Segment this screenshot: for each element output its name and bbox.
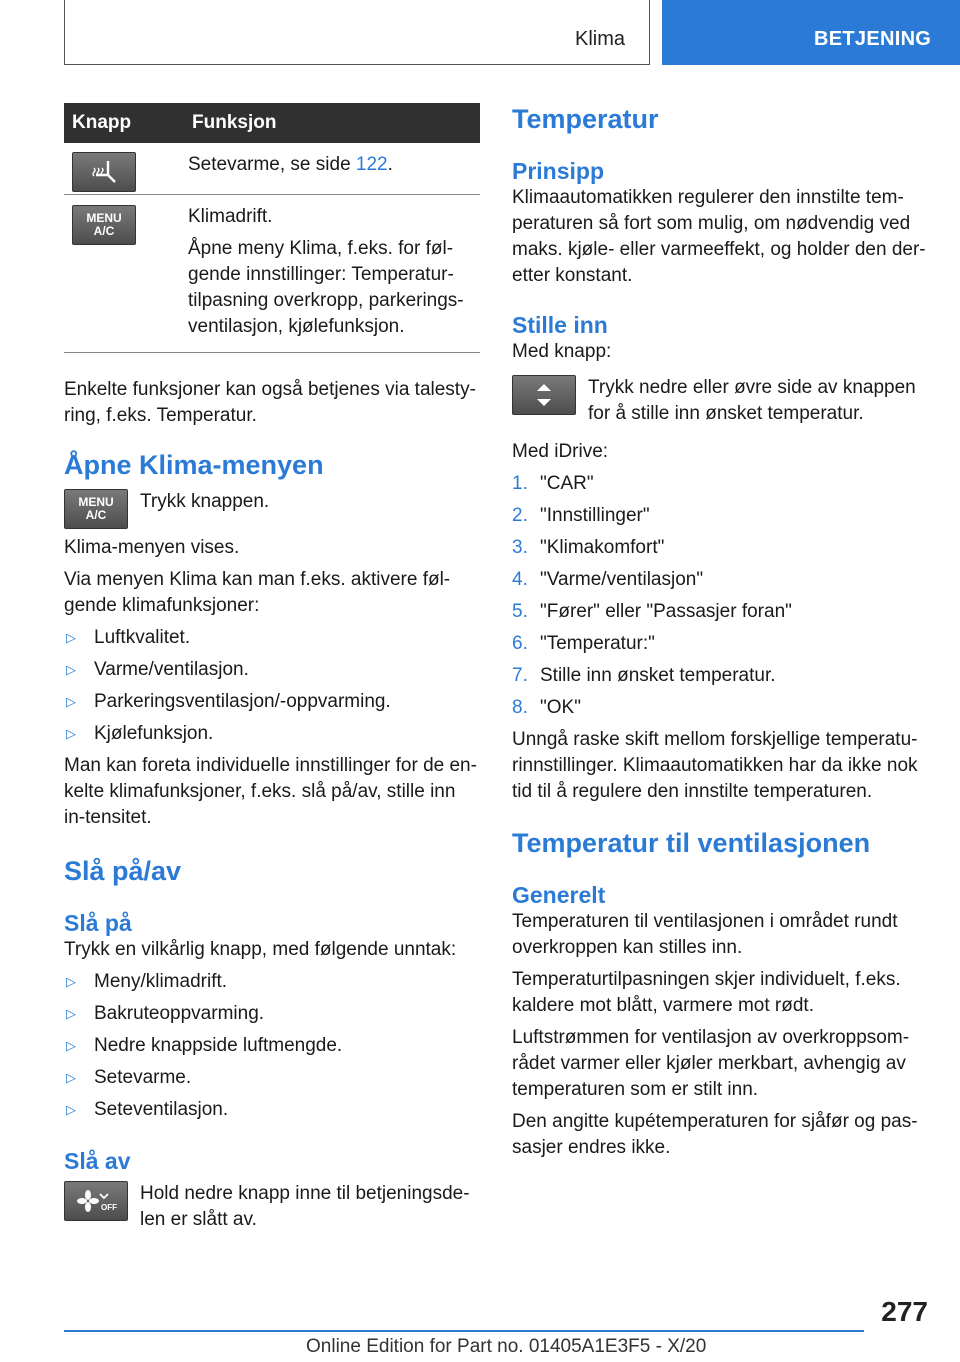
- set-heading: Stille inn: [512, 312, 608, 338]
- voice-control-intro: Enkelte funksjoner kan også betjenes via talesty-ring, f.eks. Temperatur.: [64, 379, 476, 426]
- triangle-bullet-icon: ▷: [66, 1102, 76, 1117]
- temperature-button-icon: [512, 375, 576, 415]
- press-button-text: Trykk knappen.: [140, 491, 270, 512]
- general-heading: Generelt: [512, 882, 606, 908]
- table-row: [64, 195, 480, 353]
- table-row: [64, 143, 480, 195]
- menu-ac-button-icon: [64, 489, 128, 529]
- climate-mode-text: Klimadrift.: [188, 206, 273, 227]
- table-header-button: Knapp: [64, 103, 184, 143]
- idrive-steps-list: [512, 471, 928, 721]
- list-item: ▷ Parkeringsventilasjon/-oppvarming.: [64, 689, 480, 715]
- with-button-text: Med knapp:: [512, 341, 612, 362]
- list-item: 2. "Innstillinger": [512, 505, 650, 526]
- principle-text: Klimaautomatikken regulerer den innstilte tem-peraturen så fort som mulig, om nødvendig ved maks. kjøle- eller varmeeffekt, og holder den der-etter konstant.: [512, 187, 926, 286]
- general-text-4: Den angitte kupétemperaturen for sjåfør og pas-sasjer endres ikke.: [512, 1111, 918, 1158]
- triangle-bullet-icon: ▷: [66, 630, 76, 645]
- list-item: ▷ Kjølefunksjon.: [64, 721, 480, 747]
- general-text-1: Temperaturen til ventilasjonen i området rundt overkroppen kan stilles inn.: [512, 911, 898, 958]
- list-item: 3. "Klimakomfort": [512, 537, 665, 558]
- header-chapter-title: BETJENING: [814, 28, 932, 50]
- header-section-title: Klima: [574, 28, 625, 50]
- switch-on-text: Trykk en vilkårlig knapp, med følgende unntak:: [64, 939, 457, 960]
- open-climate-menu-heading: Åpne Klima-menyen: [64, 450, 324, 480]
- list-item: ▷ Luftkvalitet.: [64, 625, 480, 651]
- temperature-button-text: Trykk nedre eller øvre side av knappen for å stille inn ønsket temperatur.: [588, 377, 916, 424]
- seat-heating-text: Setevarme, se side: [188, 154, 356, 175]
- via-menu-text: Via menyen Klima kan man f.eks. aktivere føl-gende klimafunksjoner:: [64, 569, 451, 616]
- footer-divider: [64, 1330, 864, 1332]
- list-item: ▷ Setevarme.: [64, 1065, 480, 1091]
- exception-list: [64, 969, 480, 1123]
- seat-heating-button-icon: [72, 152, 136, 192]
- menu-shown-text: Klima-menyen vises.: [64, 537, 240, 558]
- left-column: [64, 103, 480, 1233]
- principle-heading: Prinsipp: [512, 158, 605, 184]
- list-item: ▷ Meny/klimadrift.: [64, 969, 480, 995]
- list-item: 1. "CAR": [512, 473, 594, 494]
- avoid-rapid-changes-text: Unngå raske skift mellom forskjellige temperatu-rinnstillinger. Klimaautomatikken har da ikke nok tid til å regulere den innstilte temperaturen.: [512, 729, 918, 802]
- switch-on-heading: Slå på: [64, 910, 132, 936]
- menu-ac-line2: A/C: [85, 508, 107, 522]
- list-item: 8. "OK": [512, 697, 581, 718]
- menu-ac-button-icon: [72, 205, 136, 245]
- climate-function-list: [64, 625, 480, 747]
- triangle-bullet-icon: ▷: [66, 1070, 76, 1085]
- triangle-bullet-icon: ▷: [66, 974, 76, 989]
- header-section-box: [64, 0, 650, 65]
- triangle-bullet-icon: ▷: [66, 694, 76, 709]
- triangle-bullet-icon: ▷: [66, 662, 76, 677]
- fan-off-label: OFF: [101, 1203, 117, 1212]
- menu-ac-line2: A/C: [93, 224, 115, 238]
- fan-off-button-icon: [64, 1181, 128, 1221]
- general-text-2: Temperaturtilpasningen skjer individuelt, f.eks. kaldere mot blått, varmere mot rødt.: [512, 969, 901, 1016]
- triangle-bullet-icon: ▷: [66, 726, 76, 741]
- table-header-function: Funksjon: [184, 103, 480, 143]
- list-item: 5. "Fører" eller "Passasjer foran": [512, 601, 792, 622]
- general-text-3: Luftstrømmen for ventilasjon av overkroppsom-rådet varmer eller kjøler merkbart, avhengig av temperaturen som er stilt inn.: [512, 1027, 910, 1100]
- on-off-heading: Slå på/av: [64, 856, 182, 886]
- list-item: 6. "Temperatur:": [512, 633, 655, 654]
- triangle-bullet-icon: ▷: [66, 1006, 76, 1021]
- list-item: 4. "Varme/ventilasjon": [512, 569, 704, 590]
- with-idrive-text: Med iDrive:: [512, 441, 609, 462]
- button-function-table: [64, 103, 480, 353]
- footer-edition-text: Online Edition for Part no. 01405A1E3F5 - X/20: [306, 1336, 707, 1357]
- climate-menu-description: Åpne meny Klima, f.eks. for føl-gende innstillinger: Temperatur-tilpasning overkropp, parkerings-ventilasjon, kjølefunksjon.: [188, 238, 464, 337]
- menu-ac-line1: MENU: [78, 495, 114, 509]
- temperature-heading: Temperatur: [512, 104, 659, 134]
- header-chapter-tab[interactable]: [662, 0, 960, 65]
- list-item: ▷ Bakruteoppvarming.: [64, 1001, 480, 1027]
- list-item: 7. Stille inn ønsket temperatur.: [512, 665, 776, 686]
- switch-off-text: Hold nedre knapp inne til betjeningsde-len er slått av.: [140, 1183, 470, 1230]
- page-reference-link[interactable]: 122: [355, 154, 388, 175]
- list-item: ▷ Seteventilasjon.: [64, 1097, 480, 1123]
- list-item: ▷ Nedre knappside luftmengde.: [64, 1033, 480, 1059]
- seat-heating-end: .: [387, 154, 393, 175]
- menu-ac-line1: MENU: [86, 211, 122, 225]
- vent-temperature-heading: Temperatur til ventilasjonen: [512, 828, 871, 858]
- individual-settings-text: Man kan foreta individuelle innstillinger for de en-kelte klimafunksjoner, f.eks. slå på/av, stille inn in-tensitet.: [64, 755, 477, 828]
- switch-off-heading: Slå av: [64, 1148, 131, 1174]
- page-number: 277: [881, 1296, 928, 1327]
- triangle-bullet-icon: ▷: [66, 1038, 76, 1053]
- list-item: ▷ Varme/ventilasjon.: [64, 657, 480, 683]
- right-column: [512, 103, 928, 1161]
